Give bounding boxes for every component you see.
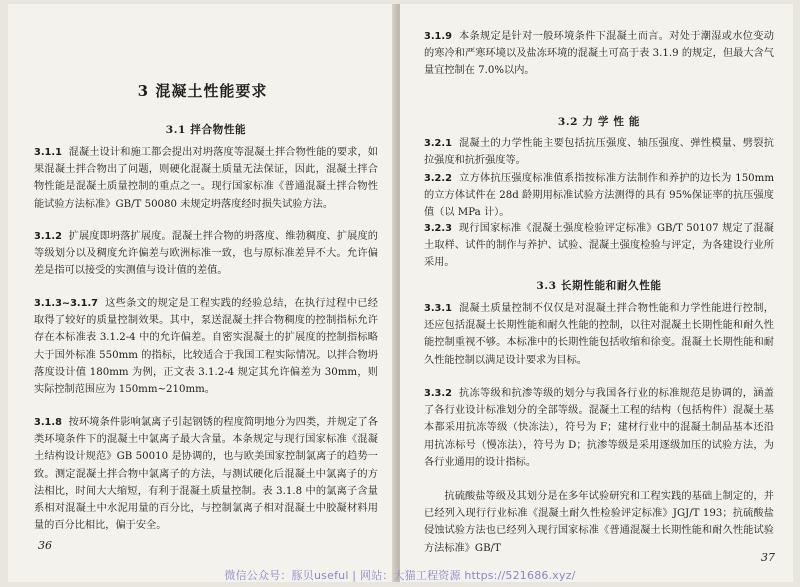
clause-text: 这些条文的规定是工程实践的经验总结，在执行过程中已经取得了较好的质量控制效果。其中，泵送混凝土拌合物稠度的控制指标允许存在本标准表 3.1.2-4 中的允许偏差。自密实混凝土的扩展度的控制指标略大于国外标准 550mm 的指标，比较适合于我国工程实际情况。以拌合物坍落度设计值 180mm 为例，正文表 3.1.2-4 规定其允许偏差为 30mm，则实际控制范围应为 150mm~210mm。	[34, 298, 378, 396]
clause-text: 混凝土的力学性能主要包括抗压强度、轴压强度、弹性模量、劈裂抗拉强度和抗折强度等。	[424, 138, 774, 167]
clause-text: 混凝土质量控制不仅仅是对混凝土拌合物性能和力学性能进行控制，还应包括混凝土长期性能和耐久性能的控制，以往对混凝土长期性能和耐久性能控制重视不够。本标准中的长期性能包括收缩和徐变。混凝土长期性能和耐久性能控制以满足设计要求为目标。	[424, 303, 774, 366]
clause-number: 3.2.1	[424, 138, 452, 149]
clause-3-1-2	[34, 228, 378, 280]
clause-3-3-2	[424, 385, 774, 471]
clause-3-2-3	[424, 220, 774, 272]
clause-text: 扩展度即坍落扩展度。混凝土拌合物的坍落度、维勃稠度、扩展度的等级划分以及稠度允许偏差与欧洲标准一致，也与原标准差异不大。允许偏差是指可以接受的实测值与设计值的差值。	[34, 231, 378, 277]
clause-text: 混凝土设计和施工都会提出对坍落度等混凝土拌合物性能的要求，如果混凝土拌合物出了问题，则硬化混凝土质量无法保证，因此，混凝土拌合物性能是混凝土质量控制的重点之一。现行国家标准《普通混凝土拌合物性能试验方法标准》GB/T 50080 未规定坍落度经时损失试验方法。	[34, 147, 378, 210]
paragraph-text: 抗硫酸盐等级及其划分是在多年试验研究和工程实践的基础上制定的，并已经列入现行行业标准《混凝土耐久性检验评定标准》JGJ/T 193；抗硫酸盐侵蚀试验方法也已经列入现行国家标准《普通混凝土长期性能和耐久性能试验方法标准》GB/T	[424, 491, 774, 554]
clause-number: 3.1.2	[34, 231, 62, 242]
clause-3-2-2	[424, 170, 774, 222]
chapter-title: 3 混凝土性能要求	[137, 82, 268, 100]
clause-text: 现行国家标准《混凝土强度检验评定标准》GB/T 50107 规定了混凝土取样、试件的制作与养护、试验、混凝土强度检验与评定，为各建设行业所采用。	[424, 223, 774, 269]
section-title-3-3: 3.3 长期性能和耐久性能	[536, 280, 662, 292]
clause-number: 3.2.2	[424, 173, 452, 184]
clause-3-1-9	[424, 28, 774, 80]
clause-text: 抗冻等级和抗渗等级的划分与我国各行业的标准规范是协调的，涵盖了各行业设计标准划分的全部等级。混凝土工程的结构（包括构件）混凝土基本都采用抗冻等级（快冻法），符号为 F；建材行业中的混凝土制品基本还沿用抗冻标号（慢冻法），符号为 D；抗渗等级是采用逐级加压的试验方法，为各行业通用的设计指标。	[424, 388, 774, 468]
clause-3-1-8	[34, 414, 378, 534]
clause-3-3-1	[424, 300, 774, 369]
clause-3-2-1	[424, 135, 774, 169]
clause-number: 3.1.3~3.1.7	[34, 298, 98, 309]
clause-number: 3.1.8	[34, 417, 62, 428]
clause-text: 本条规定是针对一般环境条件下混凝土而言。对处于潮湿或水位变动的寒冷和严寒环境以及盐冻环境的混凝土可高于表 3.1.9 的规定，但最大含气量宜控制在 7.0%以内。	[424, 31, 774, 77]
clause-number: 3.1.1	[34, 147, 62, 158]
left-page	[8, 4, 398, 582]
paragraph-sulfate-resistance	[424, 488, 774, 557]
clause-number: 3.3.1	[424, 303, 452, 314]
page-number-left: 36	[38, 539, 52, 552]
clause-text: 立方体抗压强度标准值系指按标准方法制作和养护的边长为 150mm 的立方体试件在 28d 龄期用标准试验方法测得的具有 95%保证率的抗压强度值（以 MPa 计）。	[424, 173, 774, 219]
clause-text: 按环境条件影响氯离子引起钢锈的程度简明地分为四类，并规定了各类环境条件下的混凝土中氯离子最大含量。本条规定与现行国家标准《混凝土结构设计规范》GB 50010 是协调的，也与欧美国家控制氯离子的趋势一致。测定混凝土拌合物中氯离子的方法，与测试硬化后混凝土中氯离子的方法相比，时间大大缩短，有利于混凝土质量控制。表 3.1.8 中的氯离子含量系相对混凝土中水泥用量的百分比，与控制氯离子相对混凝土中胶凝材料用量的百分比相比，偏于安全。	[34, 417, 378, 532]
clause-number: 3.2.3	[424, 223, 452, 234]
right-page	[400, 4, 793, 582]
clause-3-1-1	[34, 144, 378, 213]
clause-number: 3.1.9	[424, 31, 452, 42]
page-number-right: 37	[761, 551, 775, 564]
clause-3-1-3-to-3-1-7	[34, 295, 378, 398]
clause-number: 3.3.2	[424, 388, 452, 399]
watermark-bottom: 微信公众号：豚贝useful | 网站：大猫工程资源 https://521686.xyz/	[224, 569, 576, 582]
section-title-3-2: 3.2 力 学 性 能	[557, 116, 641, 128]
section-title-3-1: 3.1 拌合物性能	[165, 124, 247, 136]
